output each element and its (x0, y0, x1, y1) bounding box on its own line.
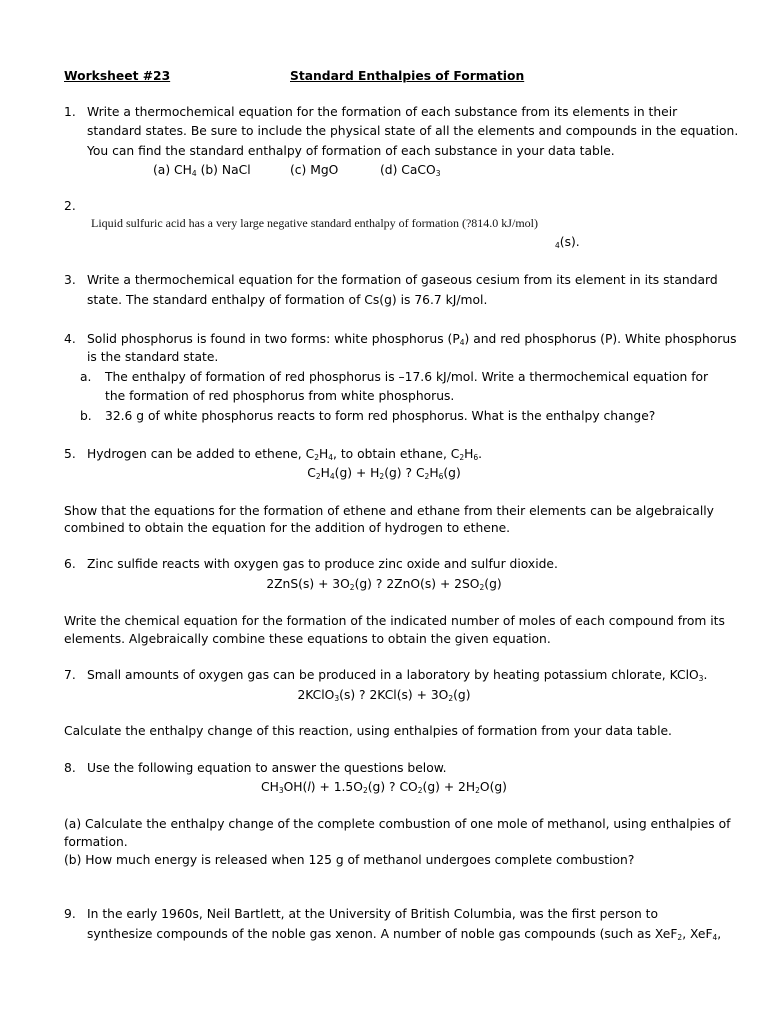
worksheet-title: Standard Enthalpies of Formation (290, 69, 525, 83)
q4a-line-1: The enthalpy of formation of red phosphorus is –17.6 kJ/mol. Write a thermochemical equation for (105, 370, 709, 384)
q1-part-d: (d) CaCO$_3$ (380, 163, 441, 178)
q7-equation: 2KClO$_3$(s) ? $2KCl(s) + 3O_2(g)$ (297, 688, 471, 703)
q4-line-1: Solid phosphorus is found in two forms: white phosphorus $(P_4)$ and red phosphorus (P). White phosphorus (87, 332, 737, 347)
q8-part-b: (b) How much energy is released when 125 g of methanol undergoes complete combustion? (64, 853, 635, 867)
q1-part-c: (c) MgO (290, 163, 339, 177)
q2-line-2: $_4$(s). (555, 235, 580, 250)
q6-paragraph-2: elements. Algebraically combine these equations to obtain the given equation. (64, 632, 551, 646)
q6-number: 6. (64, 557, 76, 571)
q1-line-3: You can find the standard enthalpy of formation of each substance in your data table. (87, 144, 615, 158)
q6-paragraph-1: Write the chemical equation for the formation of the indicated number of moles of each compound from its (64, 614, 725, 628)
q5-line-1: Hydrogen can be added to ethene, $C_2H_4$, to obtain ethane, $C_2H_6$. (87, 447, 483, 462)
worksheet-number: Worksheet #23 (64, 69, 171, 83)
q2-line-1: Liquid sulfuric acid has a very large negative standard enthalpy of formation (?814.0 kJ/mol) (91, 216, 538, 230)
q3-number: 3. (64, 273, 76, 287)
q8-number: 8. (64, 761, 76, 775)
q1-number: 1. (64, 105, 76, 119)
q5-paragraph-2: combined to obtain the equation for the addition of hydrogen to ethene. (64, 521, 511, 535)
q8-equation: $CH_3OH(l) + 1.5O_2(g)$ ? $CO_2(g) + 2H_2O(g)$ (261, 780, 507, 795)
q4b-line-1: 32.6 g of white phosphorus reacts to form red phosphorus. What is the enthalpy change? (105, 409, 656, 423)
q4a-line-2: the formation of red phosphorus from white phosphorus. (105, 389, 455, 403)
q4b-label: b. (80, 409, 92, 423)
q8-line-1: Use the following equation to answer the questions below. (87, 761, 447, 775)
q7-number: 7. (64, 668, 76, 682)
q1-line-2: standard states. Be sure to include the physical state of all the elements and compounds in the equation. (87, 124, 739, 138)
q1-part-a: (a) $CH_4$ (b) NaCl (153, 163, 251, 178)
q5-equation: $C_2H_4(g) + H_2(g)$ ? $C_2H_6(g)$ (307, 466, 461, 481)
q7-line-1: Small amounts of oxygen gas can be produced in a laboratory by heating potassium chlorate, KClO$_3$. (87, 668, 708, 683)
q1-line-1: Write a thermochemical equation for the formation of each substance from its elements in their (87, 105, 678, 119)
q4-number: 4. (64, 332, 76, 346)
q9-line-1: In the early 1960s, Neil Bartlett, at the University of British Columbia, was the first person to (87, 907, 659, 921)
q5-paragraph-1: Show that the equations for the formation of ethene and ethane from their elements can be algebraically (64, 504, 714, 518)
q5-number: 5. (64, 447, 76, 461)
q4a-label: a. (80, 370, 92, 384)
q6-line-1: Zinc sulfide reacts with oxygen gas to produce zinc oxide and sulfur dioxide. (87, 557, 558, 571)
q2-number: 2. (64, 199, 76, 213)
q3-line-1: Write a thermochemical equation for the formation of gaseous cesium from its element in its standard (87, 273, 718, 287)
q4-line-2: is the standard state. (87, 350, 219, 364)
q9-number: 9. (64, 907, 76, 921)
q3-line-2: state. The standard enthalpy of formation of Cs(g) is 76.7 kJ/mol. (87, 293, 488, 307)
q9-line-2: synthesize compounds of the noble gas xenon. A number of noble gas compounds (such as XeF$_2$, XeF$_4$, (87, 927, 722, 942)
q8-part-a-line-2: formation. (64, 835, 128, 849)
q8-part-a-line-1: (a) Calculate the enthalpy change of the complete combustion of one mole of methanol, using enthalpies of (64, 817, 731, 831)
q7-paragraph-1: Calculate the enthalpy change of this reaction, using enthalpies of formation from your data table. (64, 724, 672, 738)
q6-equation: $2ZnS(s) + 3O_2(g)$ ? $2ZnO(s) + 2SO_2(g)$ (266, 577, 502, 592)
